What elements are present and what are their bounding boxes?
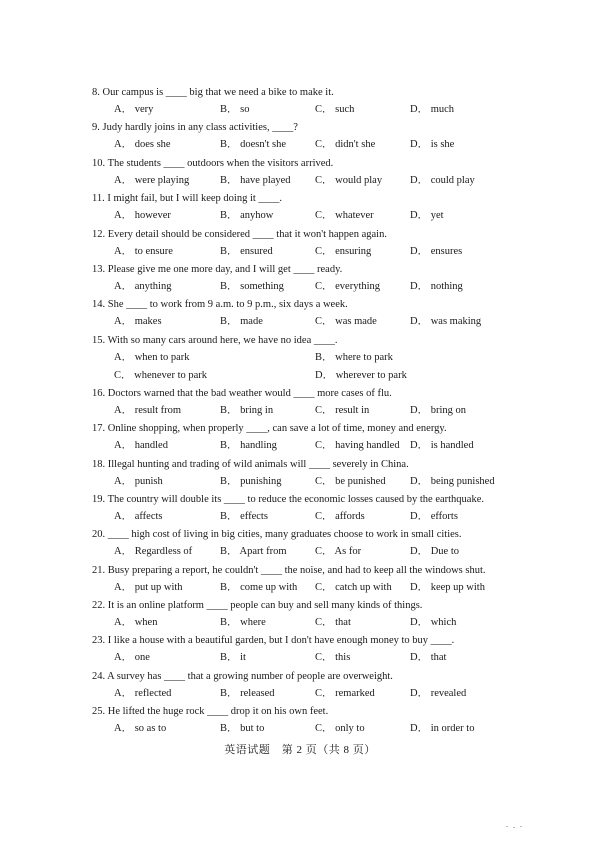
options	[92, 402, 532, 420]
option-a: A． one	[114, 652, 150, 664]
option-a: A． does she	[114, 139, 171, 151]
option-c: C． result in	[315, 404, 370, 416]
question-number: 18.	[92, 458, 106, 470]
option-c: C． only to	[315, 723, 365, 735]
question-10	[92, 155, 532, 190]
option-b: B． so	[220, 104, 250, 115]
question-stem: Online shopping, when properly ____, can save a lot of time, money and energy.	[107, 423, 447, 435]
option-d: D． nothing	[410, 280, 463, 292]
question-number: 13.	[92, 263, 106, 275]
question-number: 17.	[92, 423, 106, 435]
question-number: 11.	[92, 193, 105, 205]
question-number: 10.	[92, 157, 106, 169]
options	[92, 685, 532, 703]
question-stem: A survey has ____ that a growing number of people are overweight.	[107, 670, 393, 682]
question-17	[92, 420, 532, 455]
option-b: B． ensured	[220, 245, 273, 257]
options	[92, 473, 532, 491]
option-d: D． was making	[410, 316, 482, 328]
options-row-2	[92, 367, 532, 385]
scan-speck	[506, 826, 508, 827]
question-16	[92, 385, 532, 420]
option-b: B． effects	[220, 510, 268, 522]
option-c: C． would play	[315, 174, 383, 186]
option-a: A． put up with	[114, 581, 183, 593]
question-20	[92, 526, 532, 561]
question-number: 8.	[92, 87, 100, 98]
options	[92, 720, 532, 738]
option-a: A． however	[114, 210, 171, 222]
options	[92, 278, 532, 296]
option-c: C． such	[315, 104, 355, 115]
option-b: B． but to	[220, 723, 265, 735]
option-c: C． having handled	[315, 440, 400, 452]
question-list	[92, 84, 532, 739]
option-d: D． is she	[410, 139, 455, 151]
question-stem: The students ____ outdoors when the visitors arrived.	[107, 157, 334, 169]
question-12	[92, 226, 532, 261]
question-stem: I like a house with a beautiful garden, but I don't have enough money to buy ____.	[107, 635, 455, 647]
option-d: D． could play	[410, 174, 475, 186]
option-a: A． makes	[114, 316, 162, 328]
question-18	[92, 456, 532, 491]
option-b: B． where to park	[315, 351, 393, 363]
question-25	[92, 703, 532, 738]
options	[92, 579, 532, 597]
option-d: D． revealed	[410, 687, 467, 699]
option-b: B． Apart from	[220, 546, 287, 558]
question-11	[92, 190, 532, 225]
option-c: C． be punished	[315, 475, 386, 487]
option-b: B． punishing	[220, 475, 282, 487]
question-number: 16.	[92, 387, 106, 399]
option-b: B． bring in	[220, 404, 274, 416]
question-number: 22.	[92, 600, 106, 612]
option-a: A． when to park	[114, 351, 190, 363]
question-stem: She ____ to work from 9 a.m. to 9 p.m., six days a week.	[107, 299, 348, 311]
option-c: C． didn't she	[315, 139, 376, 151]
option-d: D． wherever to park	[315, 369, 407, 381]
option-d: D． in order to	[410, 723, 475, 735]
option-d: D． is handled	[410, 440, 474, 452]
question-number: 15.	[92, 334, 106, 346]
question-stem: ____ high cost of living in big cities, many graduates choose to work in small cities.	[107, 529, 462, 541]
question-15	[92, 332, 532, 385]
question-stem: Please give me one more day, and I will get ____ ready.	[107, 263, 343, 275]
options	[92, 543, 532, 561]
option-c: C． catch up with	[315, 581, 392, 593]
scan-speck	[520, 826, 522, 827]
option-c: C． was made	[315, 316, 377, 328]
option-d: D． yet	[410, 210, 444, 222]
option-a: A． to ensure	[114, 245, 173, 257]
option-c: C． this	[315, 652, 351, 664]
option-b: B． made	[220, 316, 263, 328]
question-number: 24.	[92, 670, 106, 682]
question-14	[92, 296, 532, 331]
question-number: 12.	[92, 228, 106, 240]
option-c: C． whenever to park	[114, 369, 208, 381]
option-d: D． efforts	[410, 510, 458, 522]
option-d: D． much	[410, 104, 455, 115]
option-b: B． doesn't she	[220, 139, 287, 151]
question-22	[92, 597, 532, 632]
option-a: A． very	[114, 104, 154, 115]
option-c: C． ensuring	[315, 245, 372, 257]
options	[92, 136, 532, 154]
option-a: A． so as to	[114, 723, 167, 735]
question-24	[92, 668, 532, 703]
option-c: C． whatever	[315, 210, 374, 222]
option-d: D． ensures	[410, 245, 463, 257]
question-stem: It is an online platform ____ people can buy and sell many kinds of things.	[107, 600, 423, 612]
options	[92, 313, 532, 331]
question-stem: I might fail, but I will keep doing it ____.	[107, 193, 283, 205]
option-b: B． come up with	[220, 581, 298, 593]
question-number: 19.	[92, 493, 106, 505]
option-b: B． where	[220, 617, 266, 629]
options	[92, 508, 532, 526]
option-d: D． Due to	[410, 546, 459, 558]
options	[92, 101, 532, 119]
question-stem: The country will double its ____ to reduce the economic losses caused by the earthquake.	[107, 493, 484, 505]
question-number: 21.	[92, 564, 106, 576]
question-stem: Our campus is ____ big that we need a bike to make it.	[102, 87, 334, 98]
option-c: C． As for	[315, 546, 362, 558]
option-c: C． that	[315, 617, 351, 629]
question-23	[92, 632, 532, 667]
option-d: D． that	[410, 652, 447, 664]
option-a: A． when	[114, 617, 158, 629]
options	[92, 243, 532, 261]
question-number: 14.	[92, 299, 106, 311]
option-d: D． bring on	[410, 404, 466, 416]
question-stem: With so many cars around here, we have no idea ____.	[107, 334, 338, 346]
question-stem: He lifted the huge rock ____ drop it on his own feet.	[107, 706, 329, 718]
option-b: B． handling	[220, 440, 277, 452]
option-b: B． it	[220, 652, 246, 664]
options	[92, 614, 532, 632]
scan-speck	[513, 827, 515, 828]
options-row-1	[92, 349, 532, 367]
option-a: A． handled	[114, 440, 168, 452]
question-stem: Doctors warned that the bad weather would ____ more cases of flu.	[107, 387, 392, 399]
question-19	[92, 491, 532, 526]
option-c: C． everything	[315, 280, 381, 292]
option-c: C． affords	[315, 510, 365, 522]
question-9	[92, 119, 532, 154]
question-number: 20.	[92, 529, 106, 541]
option-d: D． being punished	[410, 475, 495, 487]
page-footer: 英语试题 第 2 页（共 8 页）	[224, 744, 376, 756]
options	[92, 172, 532, 190]
option-b: B． have played	[220, 174, 291, 186]
option-d: D． keep up with	[410, 581, 485, 593]
options	[92, 649, 532, 667]
option-b: B． released	[220, 687, 275, 699]
question-stem: Judy hardly joins in any class activities, ____?	[102, 122, 298, 134]
question-stem: Every detail should be considered ____ that it won't happen again.	[107, 228, 387, 240]
option-d: D． which	[410, 617, 457, 629]
option-b: B． anyhow	[220, 210, 274, 222]
option-a: A． punish	[114, 475, 163, 487]
option-c: C． remarked	[315, 687, 375, 699]
question-stem: Illegal hunting and trading of wild animals will ____ severely in China.	[107, 458, 409, 470]
option-a: A． anything	[114, 280, 172, 292]
question-stem: Busy preparing a report, he couldn't ____ the noise, and had to keep all the windows shut.	[107, 564, 486, 576]
options	[92, 207, 532, 225]
question-21	[92, 562, 532, 597]
option-a: A． result from	[114, 404, 182, 416]
option-a: A． reflected	[114, 687, 172, 699]
question-number: 23.	[92, 635, 106, 647]
option-a: A． were playing	[114, 174, 190, 186]
question-number: 9.	[92, 122, 100, 134]
option-b: B． something	[220, 280, 284, 292]
question-8	[92, 84, 532, 119]
question-13	[92, 261, 532, 296]
question-number: 25.	[92, 706, 106, 718]
option-a: A． affects	[114, 510, 163, 522]
option-a: A． Regardless of	[114, 546, 193, 558]
options	[92, 437, 532, 455]
